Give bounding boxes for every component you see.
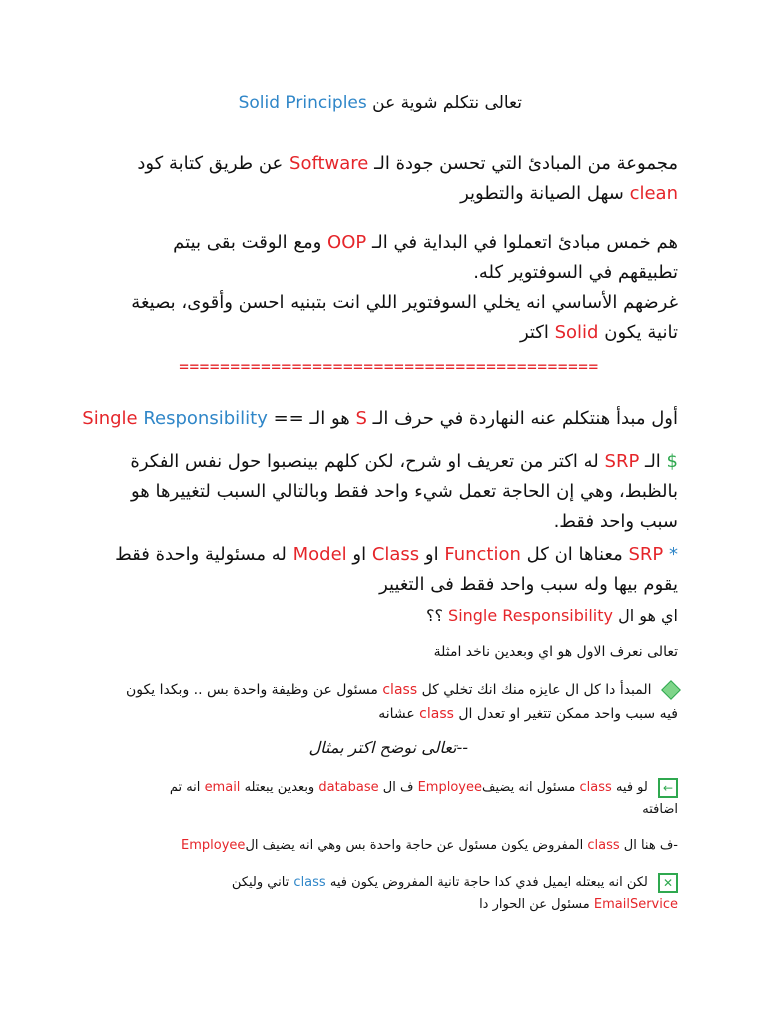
letter-s: S [355,408,367,429]
examples-intro: تعالى نعرف الاول هو اي وبعدين ناخد امثلة [433,644,678,660]
first-principle-heading: أول مبدأ هنتكلم عنه النهاردة في حرف الـ S هو الـ == Single Responsibility [82,408,678,429]
intro-paragraph [137,149,678,209]
principle-explanation: المبدأ دا كل ال عايزه منك انك تخلي كل class مسئول عن وظيفة واحدة بس .. وبكدا يكون فيه سبب واحد ممكن تتغير او تعدل ال class عشانه [126,678,678,726]
solid-term: Solid [554,322,599,343]
arrow-left-icon: ← [658,778,678,798]
software-term: Software [289,153,369,174]
intro-line-2: clean سهل الصيانة والتطوير [460,183,678,204]
dollar-marker: $ [666,451,678,472]
example-bad: ← لو فيه class مسئول انه يضيفEmployee ف ال database وبعدين يبعتله email انه تم اضافته [170,777,678,821]
cross-icon: ✕ [658,873,678,893]
example-separate-class: ✕ لكن انه يبعتله ايميل فدي كدا حاجة تانية المفروض يكون فيه class تاني وليكن EmailService مسئول عن الحوار دا [232,872,678,916]
intro-line-1: مجموعة من المبادئ التي تحسن جودة الـ Software عن طريق كتابة كود [137,153,678,174]
separator-line: ========================================= [179,357,599,376]
title-term: Solid Principles [238,93,367,113]
question-line: اي هو ال Single Responsibility ؟؟ [425,606,678,625]
example-heading: --تعالى نوضح اكتر بمثال [308,738,468,757]
srp-meaning: * SRP معناها ان كل Function او Class او Model له مسئولية واحدة فقط يقوم بيها وله سبب واحد فقط فى التغيير [115,544,678,595]
oop-term: OOP [327,232,367,253]
title-text: تعالى نتكلم شوية عن [372,93,522,113]
title [239,93,522,113]
example-correct: -ف هنا ال class المفروض يكون مسئول عن حاجة واحدة بس وهي انه يضيف الEmployee [181,838,678,853]
diamond-icon [661,680,681,700]
srp-definition: $ الـ SRP له اكتر من تعريف او شرح، لكن كلهم بينصبوا حول نفس الفكرة بالظبط، وهي إن الحاجة تعمل شيء واحد فقط وبالتالي السبب لتغييرها هو سبب واحد فقط. [130,451,678,532]
purpose-paragraph: هم خمس مبادئ اتعملوا في البداية في الـ OOP ومع الوقت بقى بيتم تطبيقهم في السوفتوير كله. غرضهم الأساسي انه يخلي السوفتوير اللي انت بتبنيه احسن وأقوى، بصيغة تانية يكون Solid اكتر [131,232,678,343]
clean-term: clean [629,183,678,204]
